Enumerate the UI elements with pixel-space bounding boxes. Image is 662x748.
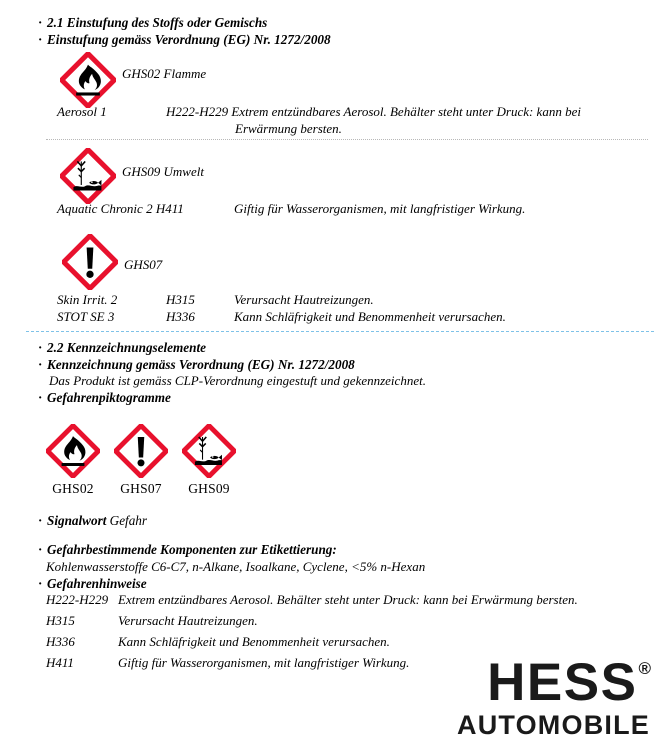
ghs09-environment-pictogram <box>182 424 236 478</box>
hazard-pictograms-heading-text: Gefahrenpiktogramme <box>47 390 171 405</box>
pictogram-label-ghs02: GHS02 <box>52 481 94 496</box>
hazard-class-aquatic-chronic-2: Aquatic Chronic 2 H411 <box>57 201 184 216</box>
hazard-class-aerosol-1: Aerosol 1 <box>57 104 107 119</box>
hazard-statement-code-3: H411 <box>46 655 74 670</box>
hazard-statement-code-0: H222-H229 <box>46 592 109 607</box>
pictogram-cell-ghs07 <box>114 424 168 497</box>
section-2-2-subheading <box>38 356 355 373</box>
components-value: Kohlenwasserstoffe C6-C7, n-Alkane, Isoalkane, Cyclene, <5% n-Hexan <box>46 559 426 574</box>
bullet-glyph: · <box>38 15 43 30</box>
hazard-statement-h411: Giftig für Wasserorganismen, mit langfristiger Wirkung. <box>234 201 526 216</box>
hazard-pictogram-group <box>46 424 236 497</box>
clp-note-text: Das Produkt ist gemäss CLP-Verordnung eingestuft und gekennzeichnet. <box>49 373 426 388</box>
hazard-code-h315: H315 <box>166 292 195 307</box>
ghs07-exclamation-pictogram <box>114 424 168 478</box>
pictogram-cell-ghs02 <box>46 424 100 497</box>
hess-automobile-logo <box>457 653 651 740</box>
hazard-statement-code-1: H315 <box>46 613 75 628</box>
bullet-glyph: · <box>38 576 43 591</box>
ghs09-environment-pictogram <box>60 148 116 204</box>
bullet-glyph: · <box>38 340 43 355</box>
section-2-2-heading <box>38 339 206 356</box>
hazard-class-stot-se-3: STOT SE 3 <box>57 309 115 324</box>
hazard-statement-line-1: H222-H229 Extrem entzündbares Aerosol. Behälter steht unter Druck: kann bei <box>166 104 581 119</box>
registered-trademark-icon: ® <box>638 658 651 678</box>
ghs02-flame-pictogram <box>60 52 116 108</box>
section-2-2-heading-text: 2.2 Kennzeichnungselemente <box>47 340 206 355</box>
pictogram-label-ghs09: GHS09 <box>188 481 230 496</box>
hazard-statement-h336: Kann Schläfrigkeit und Benommenheit verursachen. <box>234 309 506 324</box>
logo-brand-line <box>457 653 651 712</box>
ghs07-pictogram-label: GHS07 <box>124 257 163 272</box>
hazard-statement-line-2: Erwärmung bersten. <box>235 121 342 136</box>
bullet-glyph: · <box>38 357 43 372</box>
components-heading-text: Gefahrbestimmende Komponenten zur Etikettierung: <box>47 542 337 557</box>
section-2-1-subheading <box>38 31 331 48</box>
ghs02-pictogram-label: GHS02 Flamme <box>122 66 207 81</box>
hazard-statement-text-1: Verursacht Hautreizungen. <box>118 613 258 628</box>
section-2-1-heading <box>38 14 267 31</box>
dotted-separator-1 <box>46 139 648 140</box>
logo-brand-text: HESS <box>487 653 638 712</box>
pictogram-cell-ghs09 <box>182 424 236 497</box>
hazard-statement-text-3: Giftig für Wasserorganismen, mit langfristiger Wirkung. <box>118 655 410 670</box>
signal-word-label: Signalwort <box>47 513 107 528</box>
hazard-statement-code-2: H336 <box>46 634 75 649</box>
hazard-statement-text-2: Kann Schläfrigkeit und Benommenheit verursachen. <box>118 634 390 649</box>
signal-word-value: Gefahr <box>109 513 148 528</box>
section-2-1-heading-text: 2.1 Einstufung des Stoffs oder Gemischs <box>47 15 268 30</box>
bullet-glyph: · <box>38 32 43 47</box>
components-heading <box>38 541 337 558</box>
hazard-code-h336: H336 <box>166 309 195 324</box>
bullet-glyph: · <box>38 542 43 557</box>
hazard-statement-text-0: Extrem entzündbares Aerosol. Behälter steht unter Druck: kann bei Erwärmung bersten. <box>118 592 578 607</box>
hazard-statement-h315: Verursacht Hautreizungen. <box>234 292 374 307</box>
signal-word-row <box>38 512 147 529</box>
hazard-class-skin-irrit-2: Skin Irrit. 2 <box>57 292 118 307</box>
logo-tagline: AUTOMOBILE <box>457 710 650 740</box>
ghs09-pictogram-label: GHS09 Umwelt <box>122 164 204 179</box>
hazard-statements-heading-text: Gefahrenhinweise <box>47 576 147 591</box>
hazard-pictograms-heading <box>38 389 171 406</box>
pictogram-label-ghs07: GHS07 <box>120 481 162 496</box>
section-separator-dashed <box>26 331 654 332</box>
hazard-statements-heading <box>38 575 147 592</box>
section-2-1-subheading-text: Einstufung gemäss Verordnung (EG) Nr. 1272/2008 <box>47 32 331 47</box>
bullet-glyph: · <box>38 390 43 405</box>
section-2-2-subheading-text: Kennzeichnung gemäss Verordnung (EG) Nr. 1272/2008 <box>47 357 355 372</box>
ghs07-exclamation-pictogram <box>62 234 118 290</box>
ghs02-flame-pictogram <box>46 424 100 478</box>
bullet-glyph: · <box>38 513 43 528</box>
